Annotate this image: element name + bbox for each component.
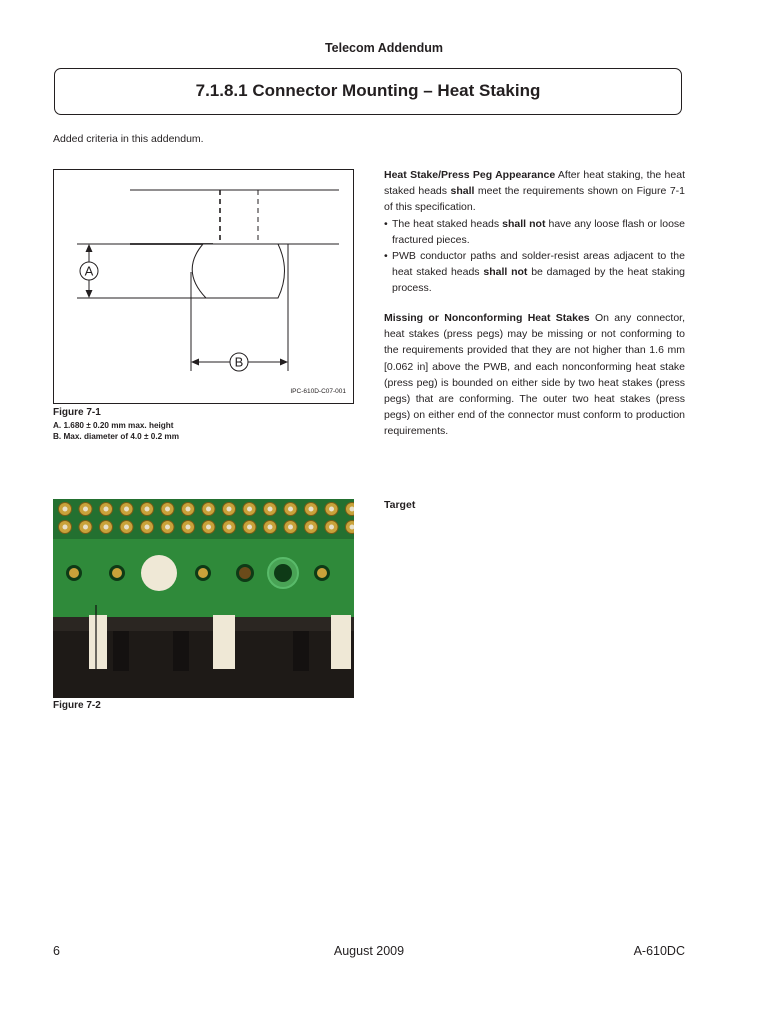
press-peg-center (213, 615, 235, 669)
header-pin (227, 507, 232, 512)
header-pin (247, 525, 252, 530)
heat-stake-head (192, 244, 284, 298)
header-pin (227, 525, 232, 530)
running-header: Telecom Addendum (324, 41, 444, 55)
bullet1-text-2: have any loose flash or loose fractured pieces. (392, 217, 686, 246)
header-pin (63, 525, 68, 530)
header-pin (268, 525, 273, 530)
para1-text-2: meet the requirements shown on Figure 7-1 of this specification. (384, 185, 685, 214)
header-pin (145, 525, 150, 530)
connector-slot-3 (293, 631, 309, 671)
press-peg-left (89, 615, 107, 669)
heat-stake-appearance-paragraph (384, 167, 685, 216)
bullet2-text-1: PWB conductor paths and solder-resist areas adjacent to the heat staked heads (392, 250, 685, 279)
heat-stake-head-photo (141, 555, 177, 591)
via-hole-4-ring (239, 567, 251, 579)
bullet-pwb-damage (384, 248, 685, 297)
dim-b-arrow-right (280, 359, 288, 366)
via-hole-5-ring (317, 568, 327, 578)
header-pin (104, 525, 109, 530)
header-pin (186, 525, 191, 530)
header-pin (247, 507, 252, 512)
dim-b-label: B (234, 354, 244, 370)
header-pin (329, 507, 334, 512)
heat-stake-appearance-heading: Heat Stake/Press Peg Appearance (384, 169, 556, 181)
dim-a-arrow-bottom (86, 290, 93, 298)
nonconforming-heading: Missing or Nonconforming Heat Stakes (384, 312, 590, 324)
section-title: 7.1.8.1 Connector Mounting – Heat Staking (195, 81, 541, 100)
page-number: 6 (53, 944, 60, 958)
header-pin (309, 507, 314, 512)
figure-7-2-photo (53, 499, 354, 698)
header-pin (145, 507, 150, 512)
figure-code: IPC-610D-C07-001 (290, 388, 346, 395)
figure-7-1-diagram (53, 169, 354, 404)
nonconforming-text: On any connector, heat stakes (press pegs) may be missing or not conforming to the requirements provided that they are not higher than 1.6 mm [0.062 in] above the PWB, and each nonconforming heat stake (press peg) is bounded on either side by two heat stakes (press pegs) that are conforming. The outer two heat stakes (press pegs) on either end of the connector must conform to production requirements. (384, 312, 686, 438)
header-pin (83, 525, 88, 530)
header-pin (124, 525, 129, 530)
press-peg-right (331, 615, 351, 669)
header-pin (288, 507, 293, 512)
figure-7-1-caption: Figure 7-1 (53, 407, 101, 418)
header-pin (268, 507, 273, 512)
heat-stake-appearance-section (384, 167, 685, 297)
header-pin (104, 507, 109, 512)
figure-7-1-note-b: B. Max. diameter of 4.0 ± 0.2 mm (53, 432, 179, 441)
intro-text: Added criteria in this addendum. (53, 133, 204, 145)
nonconforming-paragraph (384, 310, 685, 440)
figure-7-1-note-a: A. 1.680 ± 0.20 mm max. height (53, 421, 174, 430)
via-hole-1-ring (69, 568, 79, 578)
via-hole-3-ring (198, 568, 208, 578)
bullet1-text-1: The heat staked heads (392, 217, 503, 230)
header-pin (165, 525, 170, 530)
footer-date: August 2009 (333, 944, 405, 958)
bullet-loose-flash (384, 216, 685, 248)
bullet1-shall-not: shall not (502, 217, 546, 230)
header-pin (63, 507, 68, 512)
bullet2-shall-not: shall not (483, 266, 528, 279)
header-pin (186, 507, 191, 512)
nonconforming-section (384, 310, 685, 440)
para1-shall: shall (450, 185, 475, 198)
dim-a-label: A (84, 263, 94, 279)
dim-b-arrow-left (191, 359, 199, 366)
header-pin (83, 507, 88, 512)
connector-slot-2 (173, 631, 189, 671)
header-pin (206, 507, 211, 512)
header-pin (206, 525, 211, 530)
via-hole-2-ring (112, 568, 122, 578)
para1-text-1: After heat staking, the heat staked heads (384, 169, 685, 198)
document-id: A-610DC (633, 944, 685, 958)
header-pin (124, 507, 129, 512)
header-pin (288, 525, 293, 530)
header-pin (329, 525, 334, 530)
bullet2-text-2: be damaged by the heat staking process. (392, 266, 686, 295)
connector-slot-1 (113, 631, 129, 671)
dim-a-arrow-top (86, 244, 93, 252)
missing-peg-hole (274, 564, 292, 582)
figure-7-2-caption: Figure 7-2 (53, 700, 101, 711)
target-label: Target (384, 499, 416, 511)
header-pin (309, 525, 314, 530)
header-pin (165, 507, 170, 512)
